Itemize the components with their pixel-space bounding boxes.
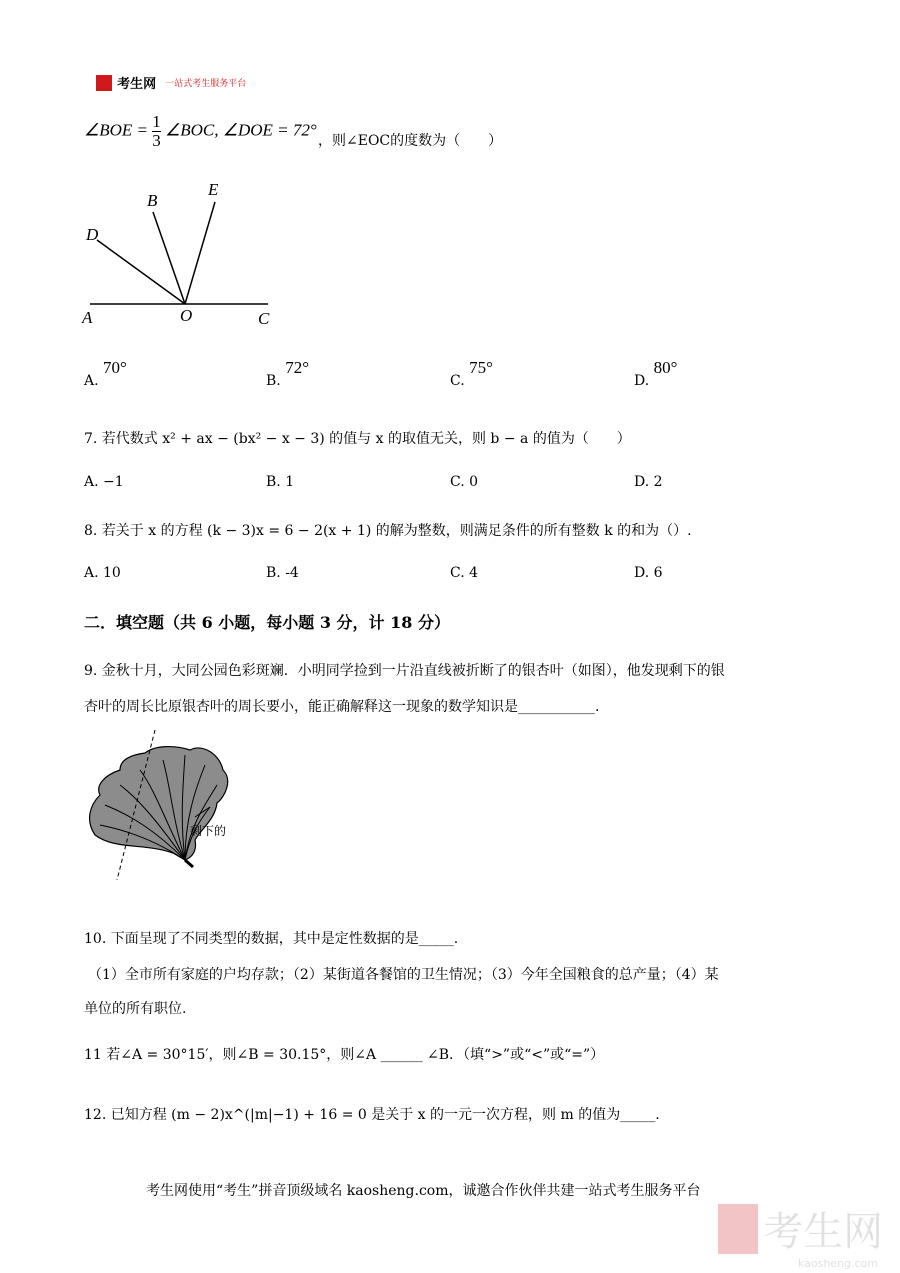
logo-name: 考生网 <box>117 77 157 92</box>
logo-icon <box>96 75 112 91</box>
q7-option-c: C. 0 <box>450 474 479 490</box>
q10-line1: 10. 下面呈现了不同类型的数据，其中是定性数据的是_____. <box>84 931 459 947</box>
q6-question: ，则∠EOC的度数为（ ） <box>318 133 503 149</box>
q8-question: 8. 若关于 x 的方程 (k − 3)x = 6 − 2(x + 1) 的解为整数，则满足条件的所有整数 k 的和为（）. <box>84 523 692 539</box>
formula-part1: ∠BOE = <box>84 120 149 140</box>
q8-option-c: C. 4 <box>450 565 479 581</box>
slogan: 一站式考生服务平台 <box>165 79 247 89</box>
watermark-domain: kaosheng.com <box>798 1257 879 1270</box>
q9-line2: 杏叶的周长比原银杏叶的周长要小，能正确解释这一现象的数学知识是___________. <box>84 699 600 715</box>
q10-line2: （1）全市所有家庭的户均存款；（2）某街道各餐馆的卫生情况；（3）今年全国粮食的总产量；（4）某 <box>88 967 719 983</box>
footer-text: 考生网使用“考生”拼音顶级域名 kaosheng.com，诚邀合作伙伴共建一站式考生服务平台 <box>146 1183 701 1199</box>
q7-option-a: A. −1 <box>84 474 124 490</box>
fraction <box>152 113 161 150</box>
q10-line3: 单位的所有职位. <box>84 1001 187 1017</box>
q7-question: 7. 若代数式 x² + ax − (bx² − x − 3) 的值与 x 的取值无关，则 b − a 的值为（ ） <box>84 431 631 447</box>
q9-line1: 9. 金秋十月，大同公园色彩斑斓．小明同学捡到一片沿直线被折断了的银杏叶（如图），他发现剩下的银 <box>84 663 725 679</box>
q11-question: 11 若∠A = 30°15′，则∠B = 30.15°，则∠A ______ ∠B．（填“>”或“<”或“=”） <box>84 1047 605 1063</box>
q6-option-a: A. 70° <box>84 358 127 389</box>
watermark-icon <box>718 1204 758 1254</box>
label-e: E <box>208 180 219 199</box>
q8-option-b: B. -4 <box>266 565 299 581</box>
section-title: 二．填空题（共 6 小题，每小题 3 分，计 18 分） <box>84 613 450 632</box>
label-b: B <box>147 191 158 210</box>
q12-question: 12. 已知方程 (m − 2)x^(|m|−1) + 16 = 0 是关于 x 的一元一次方程，则 m 的值为_____. <box>84 1107 660 1123</box>
label-c: C <box>258 309 270 328</box>
q6-option-d: D. 80° <box>634 358 678 389</box>
q7-option-b: B. 1 <box>266 474 295 490</box>
header-logo <box>96 72 246 92</box>
q6-option-c: C. 75° <box>450 358 493 389</box>
ginkgo-leaf-figure <box>85 725 245 885</box>
q7-option-d: D. 2 <box>634 474 663 490</box>
label-o: O <box>180 306 193 325</box>
q6-formula <box>84 113 317 150</box>
watermark-logo <box>718 1200 883 1270</box>
q8-option-a: A. 10 <box>84 565 121 581</box>
label-d: D <box>86 225 99 244</box>
leaf-label: 剩下的 <box>190 824 227 838</box>
watermark-text: 考生网 <box>763 1209 884 1255</box>
q6-option-b: B. 72° <box>266 358 310 389</box>
frac-den: 3 <box>152 131 161 150</box>
label-a: A <box>82 308 93 327</box>
q8-option-d: D. 6 <box>634 565 663 581</box>
frac-num: 1 <box>152 112 161 131</box>
formula-part2: ∠BOC, ∠DOE = 72° <box>165 120 317 140</box>
